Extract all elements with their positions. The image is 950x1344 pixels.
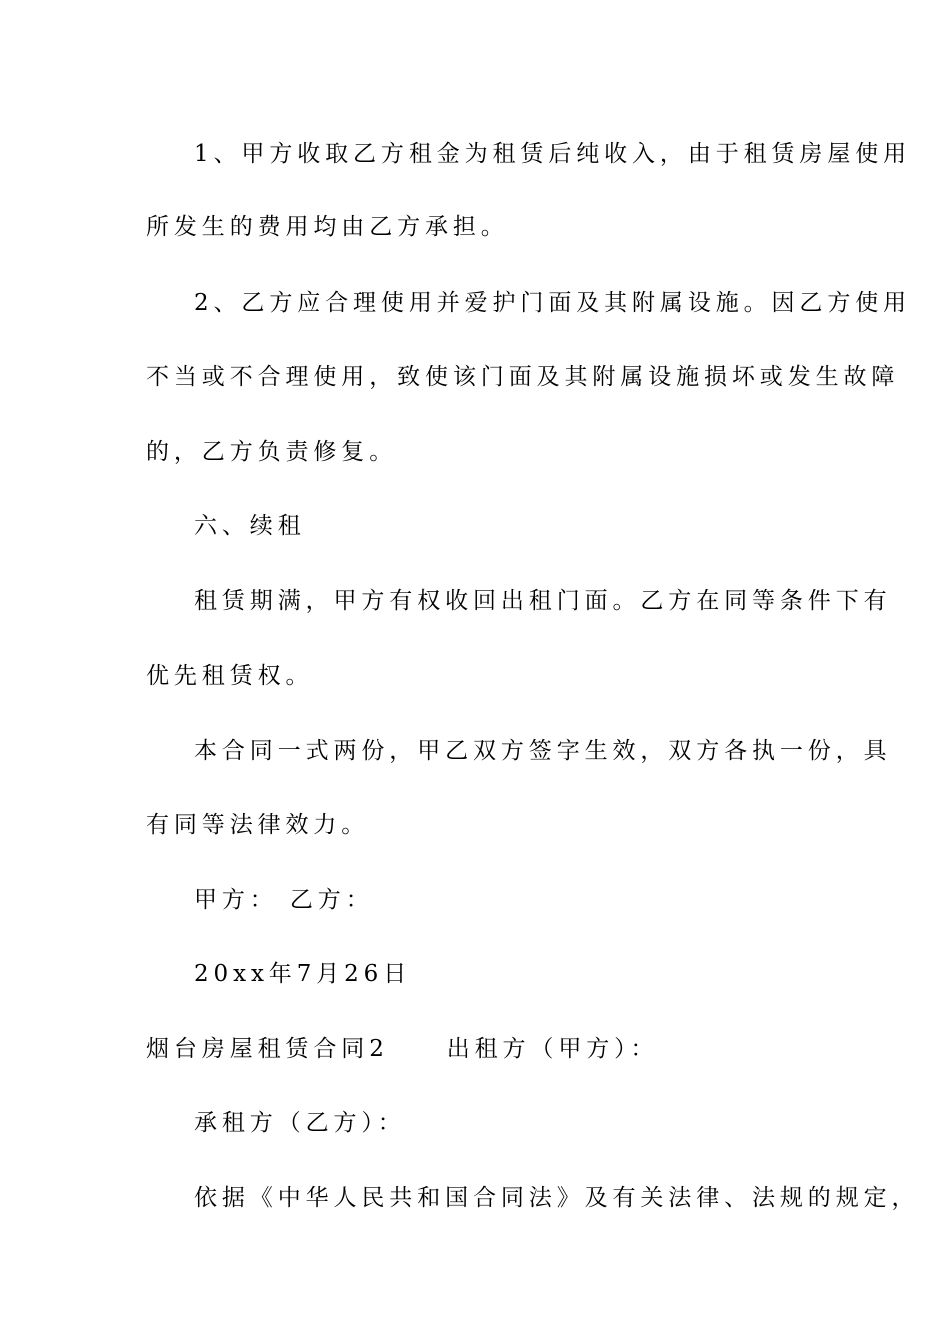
paragraph-line: 不当或不合理使用，致使该门面及其附属设施损坏或发生故障 bbox=[146, 364, 900, 390]
paragraph-line: 1、甲方收取乙方租金为租赁后纯收入，由于租赁房屋使用 bbox=[194, 141, 912, 167]
paragraph-line: 租赁期满，甲方有权收回出租门面。乙方在同等条件下有 bbox=[194, 588, 892, 614]
paragraph-line: 依据《中华人民共和国合同法》及有关法律、法规的规定， bbox=[194, 1185, 920, 1211]
paragraph-line: 优先租赁权。 bbox=[146, 663, 314, 689]
paragraph-line: 本合同一式两份，甲乙双方签字生效，双方各执一份，具 bbox=[194, 738, 892, 764]
paragraph-line: 2、乙方应合理使用并爱护门面及其附属设施。因乙方使用 bbox=[194, 290, 912, 316]
lessee-label: 承租方（乙方）： bbox=[194, 1110, 406, 1136]
paragraph-line: 所发生的费用均由乙方承担。 bbox=[146, 214, 509, 240]
signature-line: 甲方： 乙方： bbox=[194, 887, 374, 913]
second-contract-heading bbox=[146, 1034, 658, 1064]
lessor-label: 出租方（甲方）： bbox=[446, 1036, 659, 1062]
paragraph-line: 的，乙方负责修复。 bbox=[146, 439, 398, 465]
date-line: 20xx年7月26日 bbox=[194, 961, 412, 987]
second-contract-title: 烟台房屋租赁合同2 bbox=[146, 1036, 389, 1062]
paragraph-line: 有同等法律效力。 bbox=[146, 812, 370, 838]
section-heading: 六、续租 bbox=[194, 513, 306, 539]
